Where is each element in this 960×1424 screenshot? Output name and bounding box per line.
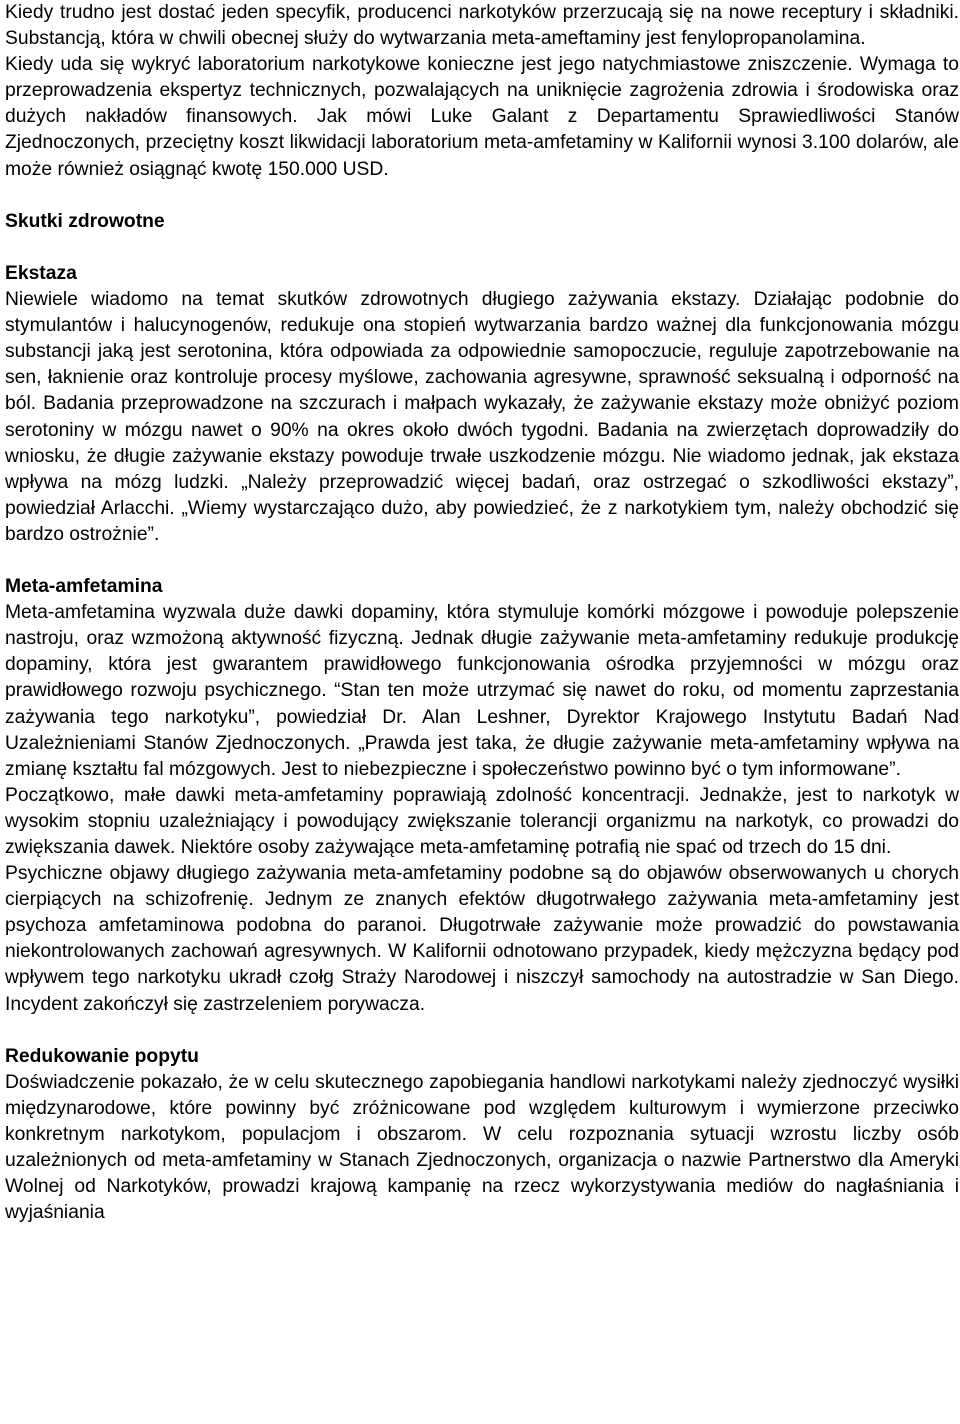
ecstasy-paragraph: Niewiele wiadomo na temat skutków zdrowotnych długiego zażywania ekstazy. Działając podobnie do stymulantów i halucynogenów, redukuje ona stopień wytwarzania bardzo ważnej dla funkcjonowania mózgu substancji jaką jest serotonina, która odpowiada za odpowiednie samopoczucie, reguluje zapotrzebowanie na sen, łaknienie oraz kontroluje procesy myślowe, zachowania agresywne, sprawność seksualną i odporność na ból. Badania przeprowadzone na szczurach i małpach wykazały, że zażywanie ekstazy może obniżyć poziom serotoniny w mózgu nawet o 90% na okres około dwóch tygodni. Badania na zwierzętach doprowadziły do wniosku, że długie zażywanie ekstazy powoduje trwałe uszkodzenie mózgu. Nie wiadomo jednak, jak ekstaza wpływa na mózg ludzki. „Należy przeprowadzić więcej badań, oraz ostrzegać o szkodliwości ekstazy”, powiedział Arlacchi. „Wiemy wystarczająco dużo, aby powiedzieć, że z narkotykiem tym, należy obchodzić się bardzo ostrożnie”. (5, 289, 959, 545)
intro-paragraph-2: Kiedy uda się wykryć laboratorium narkotykowe konieczne jest jego natychmiastowe zniszczenie. Wymaga to przeprowadzenia ekspertyz technicznych, pozwalających na uniknięcie zagrożenia zdrowia i środowiska oraz dużych nakładów finansowych. Jak mówi Luke Galant z Departamentu Sprawiedliwości Stanów Zjednoczonych, przeciętny koszt likwidacji laboratorium meta-amfetaminy w Kalifornii wynosi 3.100 dolarów, ale może również osiągnąć kwotę 150.000 USD. (5, 54, 959, 180)
document-page (5, 0, 959, 1226)
meth-paragraph-1: Meta-amfetamina wyzwala duże dawki dopaminy, która stymuluje komórki mózgowe i powoduje polepszenie nastroju, oraz wzmożoną aktywność fizyczną. Jednak długie zażywanie meta-amfetaminy redukuje produkcję dopaminy, która jest gwarantem prawidłowego funkcjonowania ośrodka przyjemności w mózgu oraz prawidłowego rozwoju psychicznego. “Stan ten może utrzymać się nawet do roku, od momentu zaprzestania zażywania tego narkotyku”, powiedział Dr. Alan Leshner, Dyrektor Krajowego Instytutu Badań Nad Uzależnieniami Stanów Zjednoczonych. „Prawda jest taka, że długie zażywanie meta-amfetaminy wpływa na zmianę kształtu fal mózgowych. Jest to niebezpieczne i społeczeństwo powinno być o tym informowane”. (5, 602, 959, 780)
section-heading-meth: Meta-amfetamina (5, 576, 163, 598)
section-heading-ecstasy: Ekstaza (5, 262, 77, 284)
section-heading-demand: Redukowanie popytu (5, 1045, 199, 1067)
spacer (5, 548, 959, 574)
meth-paragraph-2: Początkowo, małe dawki meta-amfetaminy poprawiają zdolność koncentracji. Jednakże, jest to narkotyk w wysokim stopniu uzależniający i powodujący zwiększanie tolerancji organizmu na narkotyk, co prowadzi do zwiększania dawek. Niektóre osoby zażywające meta-amfetaminę potrafią nie spać od trzech do 15 dni. (5, 784, 959, 858)
section-heading-health: Skutki zdrowotne (5, 210, 165, 232)
spacer (5, 1018, 959, 1044)
meth-paragraph-3: Psychiczne objawy długiego zażywania meta-amfetaminy podobne są do objawów obserwowanych u chorych cierpiących na schizofrenię. Jednym ze znanych efektów długotrwałego zażywania meta-amfetaminy jest psychoza amfetaminowa podobna do paranoi. Długotrwałe zażywanie może prowadzić do powstawania niekontrolowanych zachowań agresywnych. W Kalifornii odnotowano przypadek, kiedy mężczyzna będący pod wpływem tego narkotyku ukradł czołg Straży Narodowej i niszczył samochody na autostradzie w San Diego. Incydent zakończył się zastrzeleniem porywacza. (5, 863, 959, 1015)
demand-paragraph: Doświadczenie pokazało, że w celu skutecznego zapobiegania handlowi narkotykami należy zjednoczyć wysiłki międzynarodowe, które powinny być zróżnicowane pod względem kulturowym i wymierzone przeciwko konkretnym narkotykom, populacjom i obszarom. W celu rozpoznania sytuacji wzrostu liczby osób uzależnionych od meta-amfetaminy w Stanach Zjednoczonych, organizacja o nazwie Partnerstwo dla Ameryki Wolnej od Narkotyków, prowadzi krajową kampanię na rzecz wykorzystywania mediów do nagłaśniania i wyjaśniania (5, 1071, 959, 1224)
spacer (5, 235, 959, 261)
intro-paragraph-1: Kiedy trudno jest dostać jeden specyfik, producenci narkotyków przerzucają się na nowe receptury i składniki. Substancją, która w chwili obecnej służy do wytwarzania meta-ameftaminy jest fenylopropanolamina. (5, 2, 959, 50)
spacer (5, 183, 959, 209)
